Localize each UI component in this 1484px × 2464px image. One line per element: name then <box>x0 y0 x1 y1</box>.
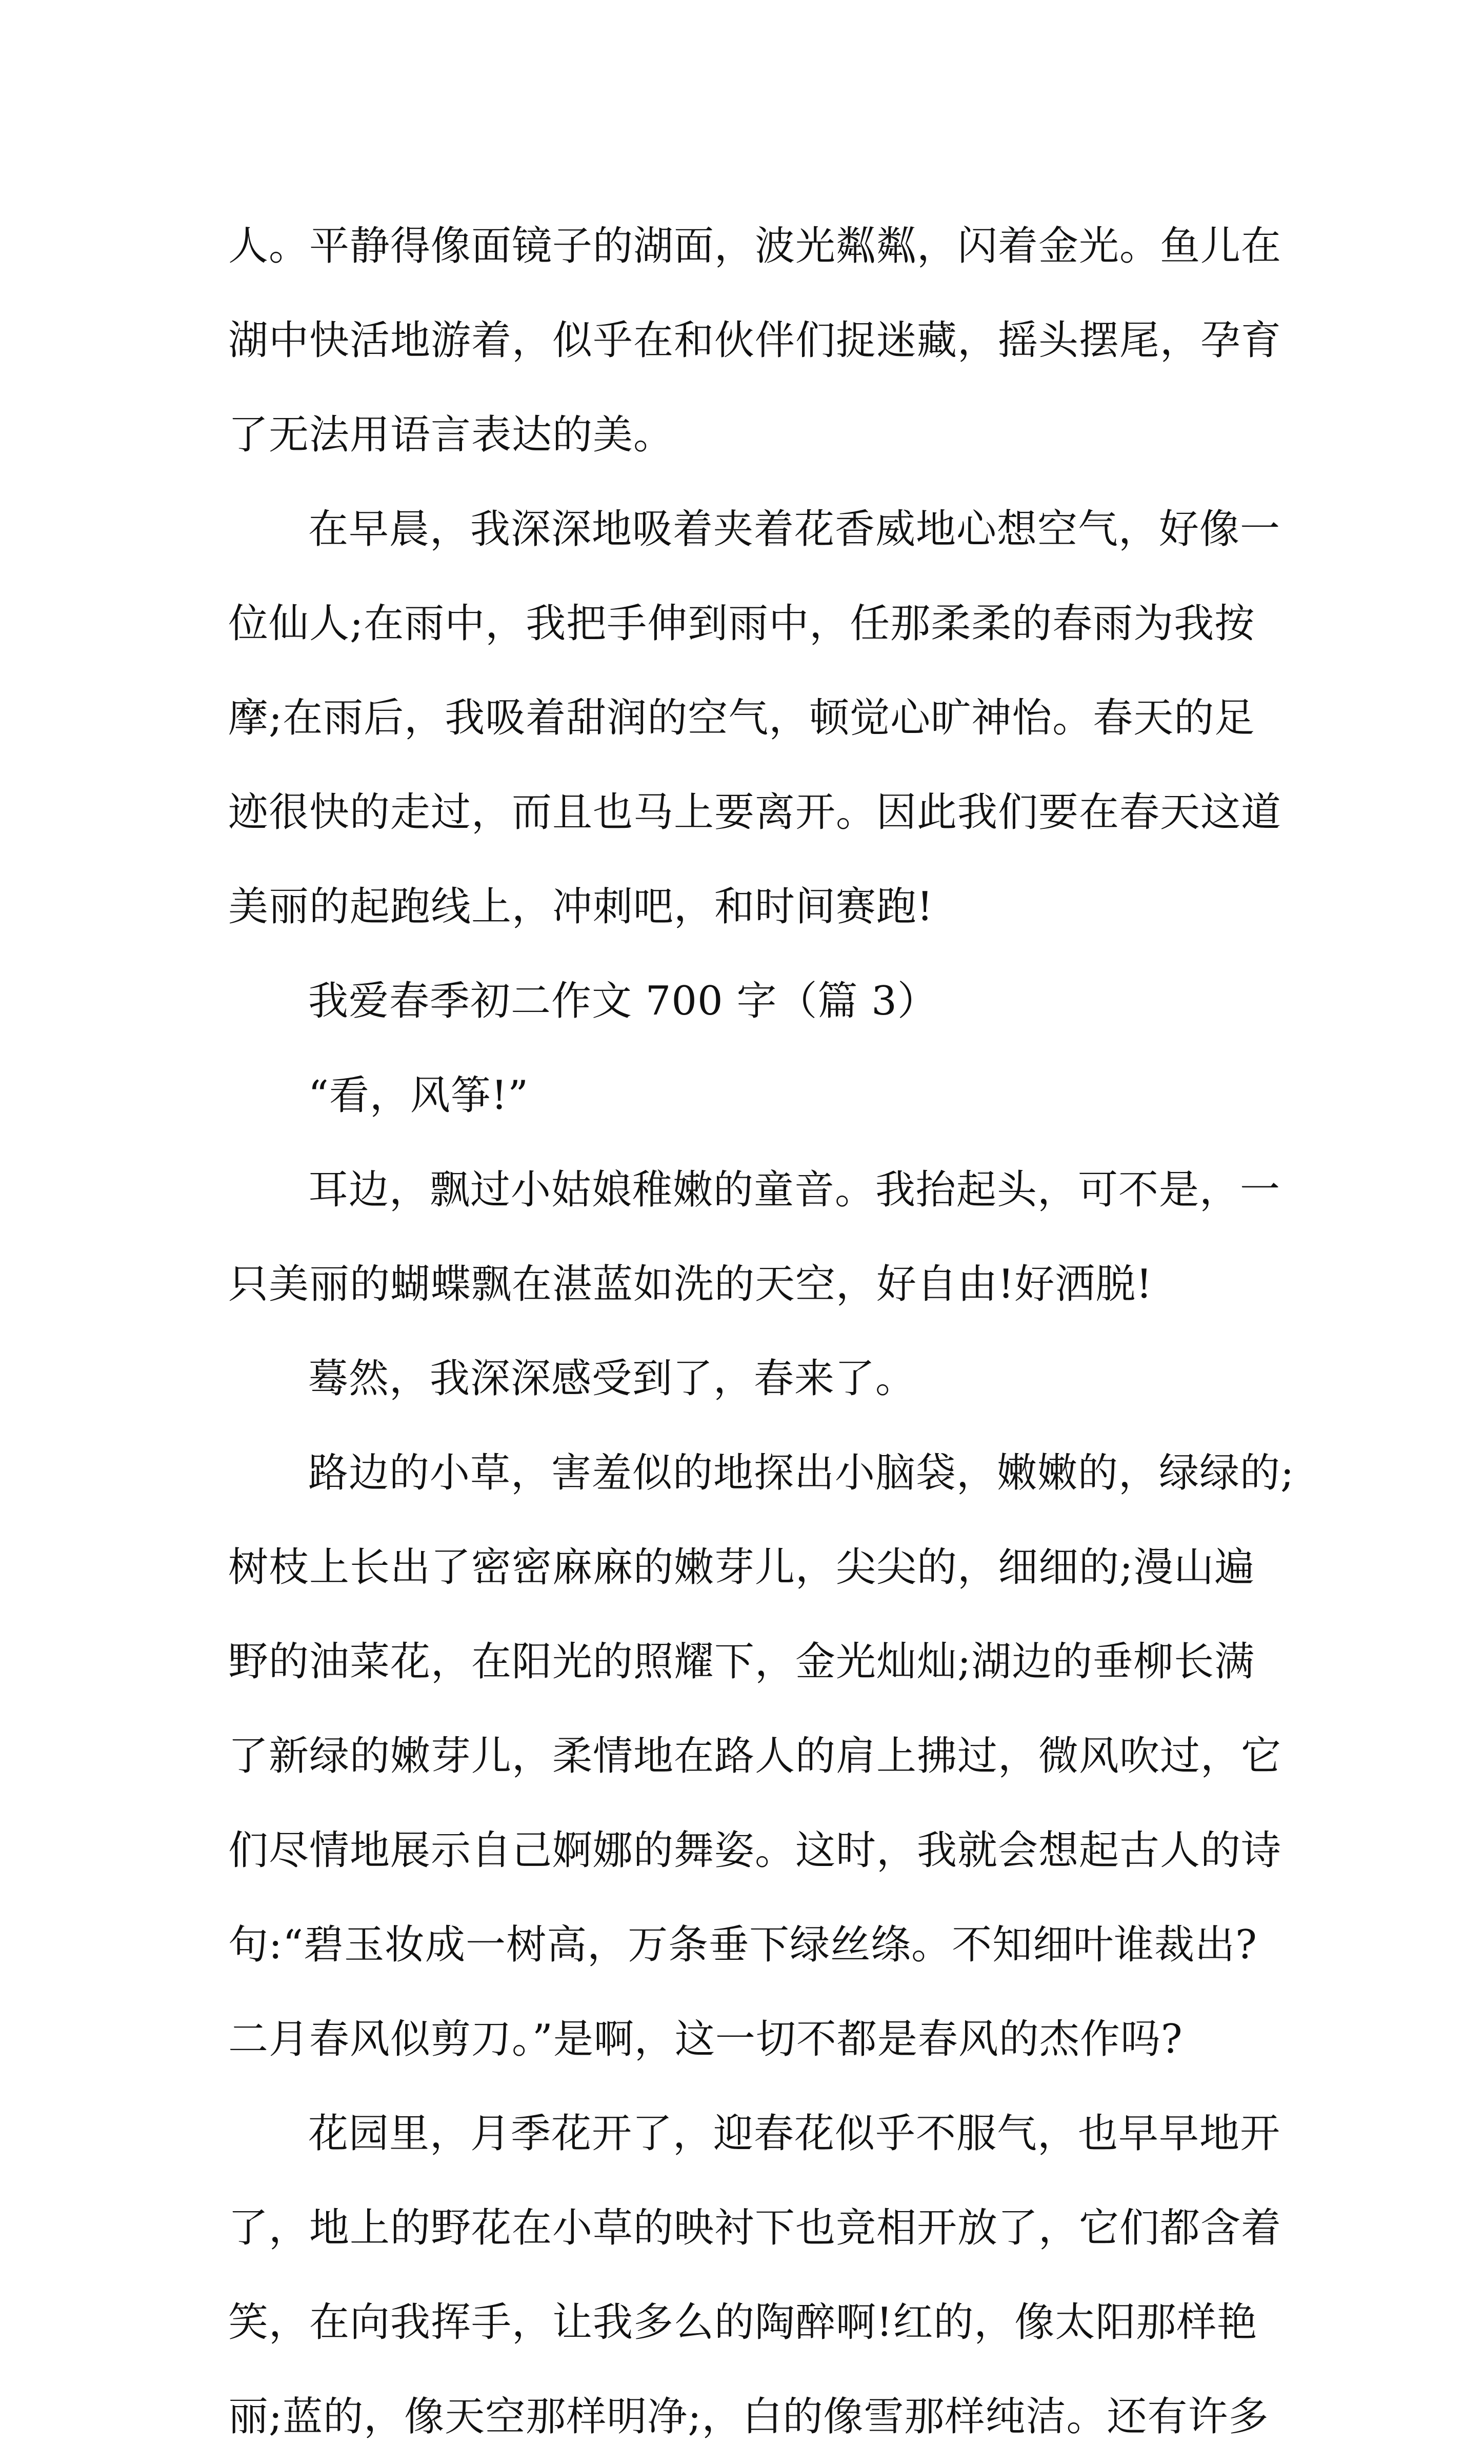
text-line: 人。平静得像面镜子的湖面，波光粼粼，闪着金光。鱼儿在 <box>228 223 1282 269</box>
text-line: 野的油菜花，在阳光的照耀下，金光灿灿;湖边的垂柳长满 <box>228 1639 1255 1685</box>
text-line: 句:“碧玉妆成一树高，万条垂下绿丝绦。不知细叶谁裁出? <box>228 1922 1257 1968</box>
text-line: 笑，在向我挥手，让我多么的陶醉啊!红的，像太阳那样艳 <box>228 2299 1258 2346</box>
text-line: 美丽的起跑线上，冲刺吧，和时间赛跑! <box>228 884 934 930</box>
document-body <box>228 199 1295 2464</box>
text-line: 了新绿的嫩芽儿，柔情地在路人的肩上拂过，微风吹过，它 <box>228 1733 1282 1779</box>
paragraph-first-line: “看，风筝!” <box>308 1072 529 1119</box>
text-line: 只美丽的蝴蝶飘在湛蓝如洗的天空，好自由!好洒脱! <box>228 1261 1153 1307</box>
text-line: 了无法用语言表达的美。 <box>228 412 674 458</box>
text-line: 迹很快的走过，而且也马上要离开。因此我们要在春天这道 <box>228 789 1282 836</box>
text-line: 摩;在雨后，我吸着甜润的空气，顿觉心旷神怡。春天的足 <box>228 695 1255 741</box>
text-line: 了，地上的野花在小草的映衬下也竞相开放了，它们都含着 <box>228 2205 1282 2251</box>
paragraph-first-line: 路边的小草，害羞似的地探出小脑袋，嫩嫩的，绿绿的; <box>308 1450 1295 1496</box>
text-line: 位仙人;在雨中，我把手伸到雨中，任那柔柔的春雨为我按 <box>228 601 1255 647</box>
text-line: 丽;蓝的，像天空那样明净;，白的像雪那样纯洁。还有许多 <box>228 2394 1269 2440</box>
text-line: 树枝上长出了密密麻麻的嫩芽儿，尖尖的，细细的;漫山遍 <box>228 1544 1255 1591</box>
text-line: 二月春风似剪刀。”是啊，这一切不都是春风的杰作吗? <box>228 2016 1183 2062</box>
text-line: 湖中快活地游着，似乎在和伙伴们捉迷藏，摇头摆尾，孕育 <box>228 317 1282 364</box>
paragraph-first-line: 在早晨，我深深地吸着夹着花香威地心想空气，好像一 <box>308 506 1281 552</box>
paragraph-first-line: 花园里，月季花开了，迎春花似乎不服气，也早早地开 <box>308 2111 1281 2157</box>
paragraph-first-line: 耳边，飘过小姑娘稚嫩的童音。我抬起头，可不是，一 <box>308 1167 1281 1213</box>
paragraph-first-line: 蓦然，我深深感受到了，春来了。 <box>308 1356 916 1402</box>
section-heading: 我爱春季初二作文 700 字（篇 3） <box>308 978 938 1024</box>
text-line: 们尽情地展示自己婀娜的舞姿。这时，我就会想起古人的诗 <box>228 1827 1282 1874</box>
